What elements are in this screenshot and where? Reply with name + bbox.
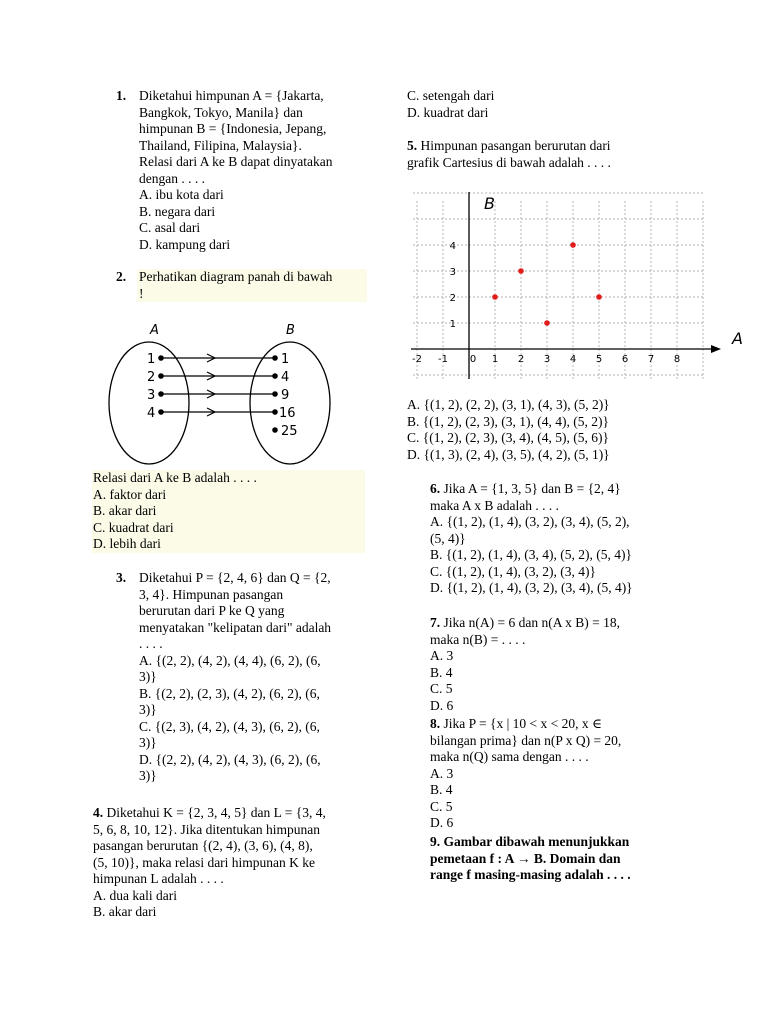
set-a-label: A (150, 323, 159, 338)
option-c: C. kuadrat dari (93, 519, 174, 535)
x-axis-arrow (711, 345, 721, 353)
x-tick-label: 4 (569, 354, 577, 365)
data-point (544, 320, 550, 326)
question-5-options (407, 397, 610, 463)
x-tick-label: 5 (595, 354, 603, 365)
x-tick-label: 6 (621, 354, 629, 365)
x-tick-label: 3 (543, 354, 551, 365)
option-d: D. 6 (430, 815, 454, 830)
option-b: B. akar dari (93, 904, 157, 919)
chart-grid (413, 193, 703, 379)
x-tick-label: -1 (438, 354, 448, 365)
cartesian-chart (410, 192, 750, 392)
question-4-continued (407, 88, 494, 121)
option-a: A. {(2, 2), (4, 2), (4, 4), (6, 2), (6, (139, 652, 321, 668)
question-8: 8. Jika P = {x | 10 < x < 20, x ∈ bilangan prima} dan n(P x Q) = 20, maka n(Q) sama dengan . . . . A. 3 B. 4 C. 5 D. 6 (430, 716, 622, 830)
question-number: 7. (430, 615, 441, 630)
x-tick-label: 7 (647, 354, 655, 365)
x-tick-label: 8 (673, 354, 681, 365)
question-2-options: Relasi dari A ke B adalah . . . . A. faktor dari B. akar dari C. kuadrat dari D. lebih dari (92, 470, 365, 553)
data-point (492, 294, 498, 300)
option-b: B. akar dari (93, 503, 157, 518)
option-d: D. {(1, 2), (1, 4), (3, 2), (3, 4), (5, 4)} (430, 580, 633, 595)
x-tick-label: 0 (469, 354, 477, 365)
a-items (147, 352, 155, 421)
option-c: C. asal dari (139, 220, 201, 235)
question-number: 8. (430, 716, 441, 731)
option-c: C. {(2, 3), (4, 2), (4, 3), (6, 2), (6, (139, 718, 320, 734)
question-number: 4. (93, 805, 104, 820)
set-b-label: B (286, 323, 295, 338)
question-4: 4. Diketahui K = {2, 3, 4, 5} dan L = {3, 4, 5, 6, 8, 10, 12}. Jika ditentukan himpunan pasangan berurutan {(2, 4), (3, 6), (4, 8), (5, 10)}, maka relasi dari himpunan K ke himpunan L adalah . . . . A. dua kali dari B. akar dari (93, 805, 326, 919)
y-tick-label: 4 (449, 241, 456, 252)
data-point (596, 294, 602, 300)
question-6: 6. Jika A = {1, 3, 5} dan B = {2, 4} maka A x B adalah . . . . A. {(1, 2), (1, 4), (3, 2), (3, 4), (5, 2), (5, 4)} B. {(1, 2), (1, 4), (3, 4), (5, 2), (5, 4)} C. {(1, 2), (1, 4), (3, 2), (3, 4)} D. {(1, 2), (1, 4), (3, 2), (3, 4), (5, 4)} (430, 481, 633, 595)
question-number: 2. (116, 269, 127, 284)
data-point (570, 242, 576, 248)
question-5: 5. Himpunan pasangan berurutan dari grafik Cartesius di bawah adalah . . . . (407, 138, 611, 170)
b-items (279, 352, 298, 439)
question-number: 5. (407, 138, 418, 153)
question-number: 3. (116, 570, 127, 585)
question-9: 9. Gambar dibawah menunjukkan pemetaan f : A → B. Domain dan range f masing-masing adalah . . . . (430, 834, 631, 882)
data-point (518, 268, 524, 274)
option-a: A. dua kali dari (93, 887, 177, 903)
b-item: 25 (281, 424, 298, 439)
a-item: 4 (147, 406, 156, 421)
question-7: 7. Jika n(A) = 6 dan n(A x B) = 18, maka n(B) = . . . . A. 3 B. 4 C. 5 D. 6 (430, 615, 620, 713)
a-item: 2 (147, 370, 156, 385)
option-c: C. setengah dari (407, 88, 495, 103)
b-item: 1 (281, 352, 290, 367)
question-text: Perhatikan diagram panah di bawah ! (137, 269, 367, 302)
y-tick-label: 3 (449, 267, 456, 278)
a-item: 1 (147, 352, 156, 367)
option-a: A. ibu kota dari (139, 187, 224, 202)
option-d: D. kampung dari (139, 236, 231, 252)
chart-axes (411, 192, 721, 379)
x-axis-label: A (732, 329, 743, 348)
option-d: D. {(2, 2), (4, 2), (4, 3), (6, 2), (6, (139, 751, 321, 767)
question-text: Diketahui himpunan A = {Jakarta, Bangkok, Tokyo, Manila} dan himpunan B = {Indonesia, Jepang, Thailand, Filipina, Malaysia}. Relasi dari A ke B dapat dinyatakan dengan . . . . A. ibu kota dari B. negara dari C. asal dari D. kampung dari (139, 88, 333, 252)
option-a: A. {(1, 2), (1, 4), (3, 2), (3, 4), (5, 2), (430, 514, 630, 529)
option-d: D. 6 (430, 697, 454, 713)
y-axis-label: B (484, 194, 495, 213)
option-b: B. {(1, 2), (2, 3), (3, 1), (4, 4), (5, 2)} (407, 413, 609, 429)
arrow-diagram (100, 318, 340, 468)
option-d: D. lebih dari (93, 536, 161, 551)
y-tick-label: 1 (449, 319, 456, 330)
option-a: A. faktor dari (93, 486, 167, 502)
b-item: 4 (281, 370, 290, 385)
option-c: C. {(1, 2), (1, 4), (3, 2), (3, 4)} (430, 563, 596, 579)
question-text: Diketahui P = {2, 4, 6} dan Q = {2, 3, 4}. Himpunan pasangan berurutan dari P ke Q yang menyatakan "kelipatan dari" adalah . . . . A. {(2, 2), (4, 2), (4, 4), (6, 2), (6, 3)} B. {(2, 2), (2, 3), (4, 2), (6, 2), (6, 3)} C. {(2, 3), (4, 2), (4, 3), (6, 2), (6, 3)} D. {(2, 2), (4, 2), (4, 3), (6, 2), (6, 3)} (139, 570, 332, 783)
option-a: A. 3 (430, 765, 454, 781)
chart-ticks (412, 241, 680, 365)
option-b: B. {(1, 2), (1, 4), (3, 4), (5, 2), (5, 4)} (430, 547, 632, 562)
option-c: C. 5 (430, 681, 453, 696)
a-item: 3 (147, 388, 156, 403)
arrows (159, 354, 277, 432)
option-b: B. negara dari (139, 203, 216, 219)
b-item: 9 (281, 388, 290, 403)
set-b-ellipse (250, 342, 330, 464)
question-number: 6. (430, 481, 441, 496)
option-b: B. 4 (430, 664, 453, 680)
option-d: D. kuadrat dari (407, 104, 489, 120)
question-number: 1. (116, 88, 127, 103)
b-item: 16 (279, 406, 296, 421)
option-a: A. {(1, 2), (2, 2), (3, 1), (4, 3), (5, 2)} (407, 397, 610, 412)
option-c: C. 5 (430, 798, 453, 814)
x-tick-label: 2 (517, 354, 525, 365)
option-b: B. {(2, 2), (2, 3), (4, 2), (6, 2), (6, (139, 685, 320, 701)
option-a: A. 3 (430, 648, 454, 663)
y-tick-label: 2 (449, 293, 456, 304)
option-c: C. {(1, 2), (2, 3), (3, 4), (4, 5), (5, 6)} (407, 430, 609, 445)
option-d: D. {(1, 3), (2, 4), (3, 5), (4, 2), (5, 1)} (407, 446, 610, 462)
x-tick-label: 1 (491, 354, 499, 365)
x-tick-label: -2 (412, 354, 422, 365)
option-b: B. 4 (430, 782, 453, 797)
